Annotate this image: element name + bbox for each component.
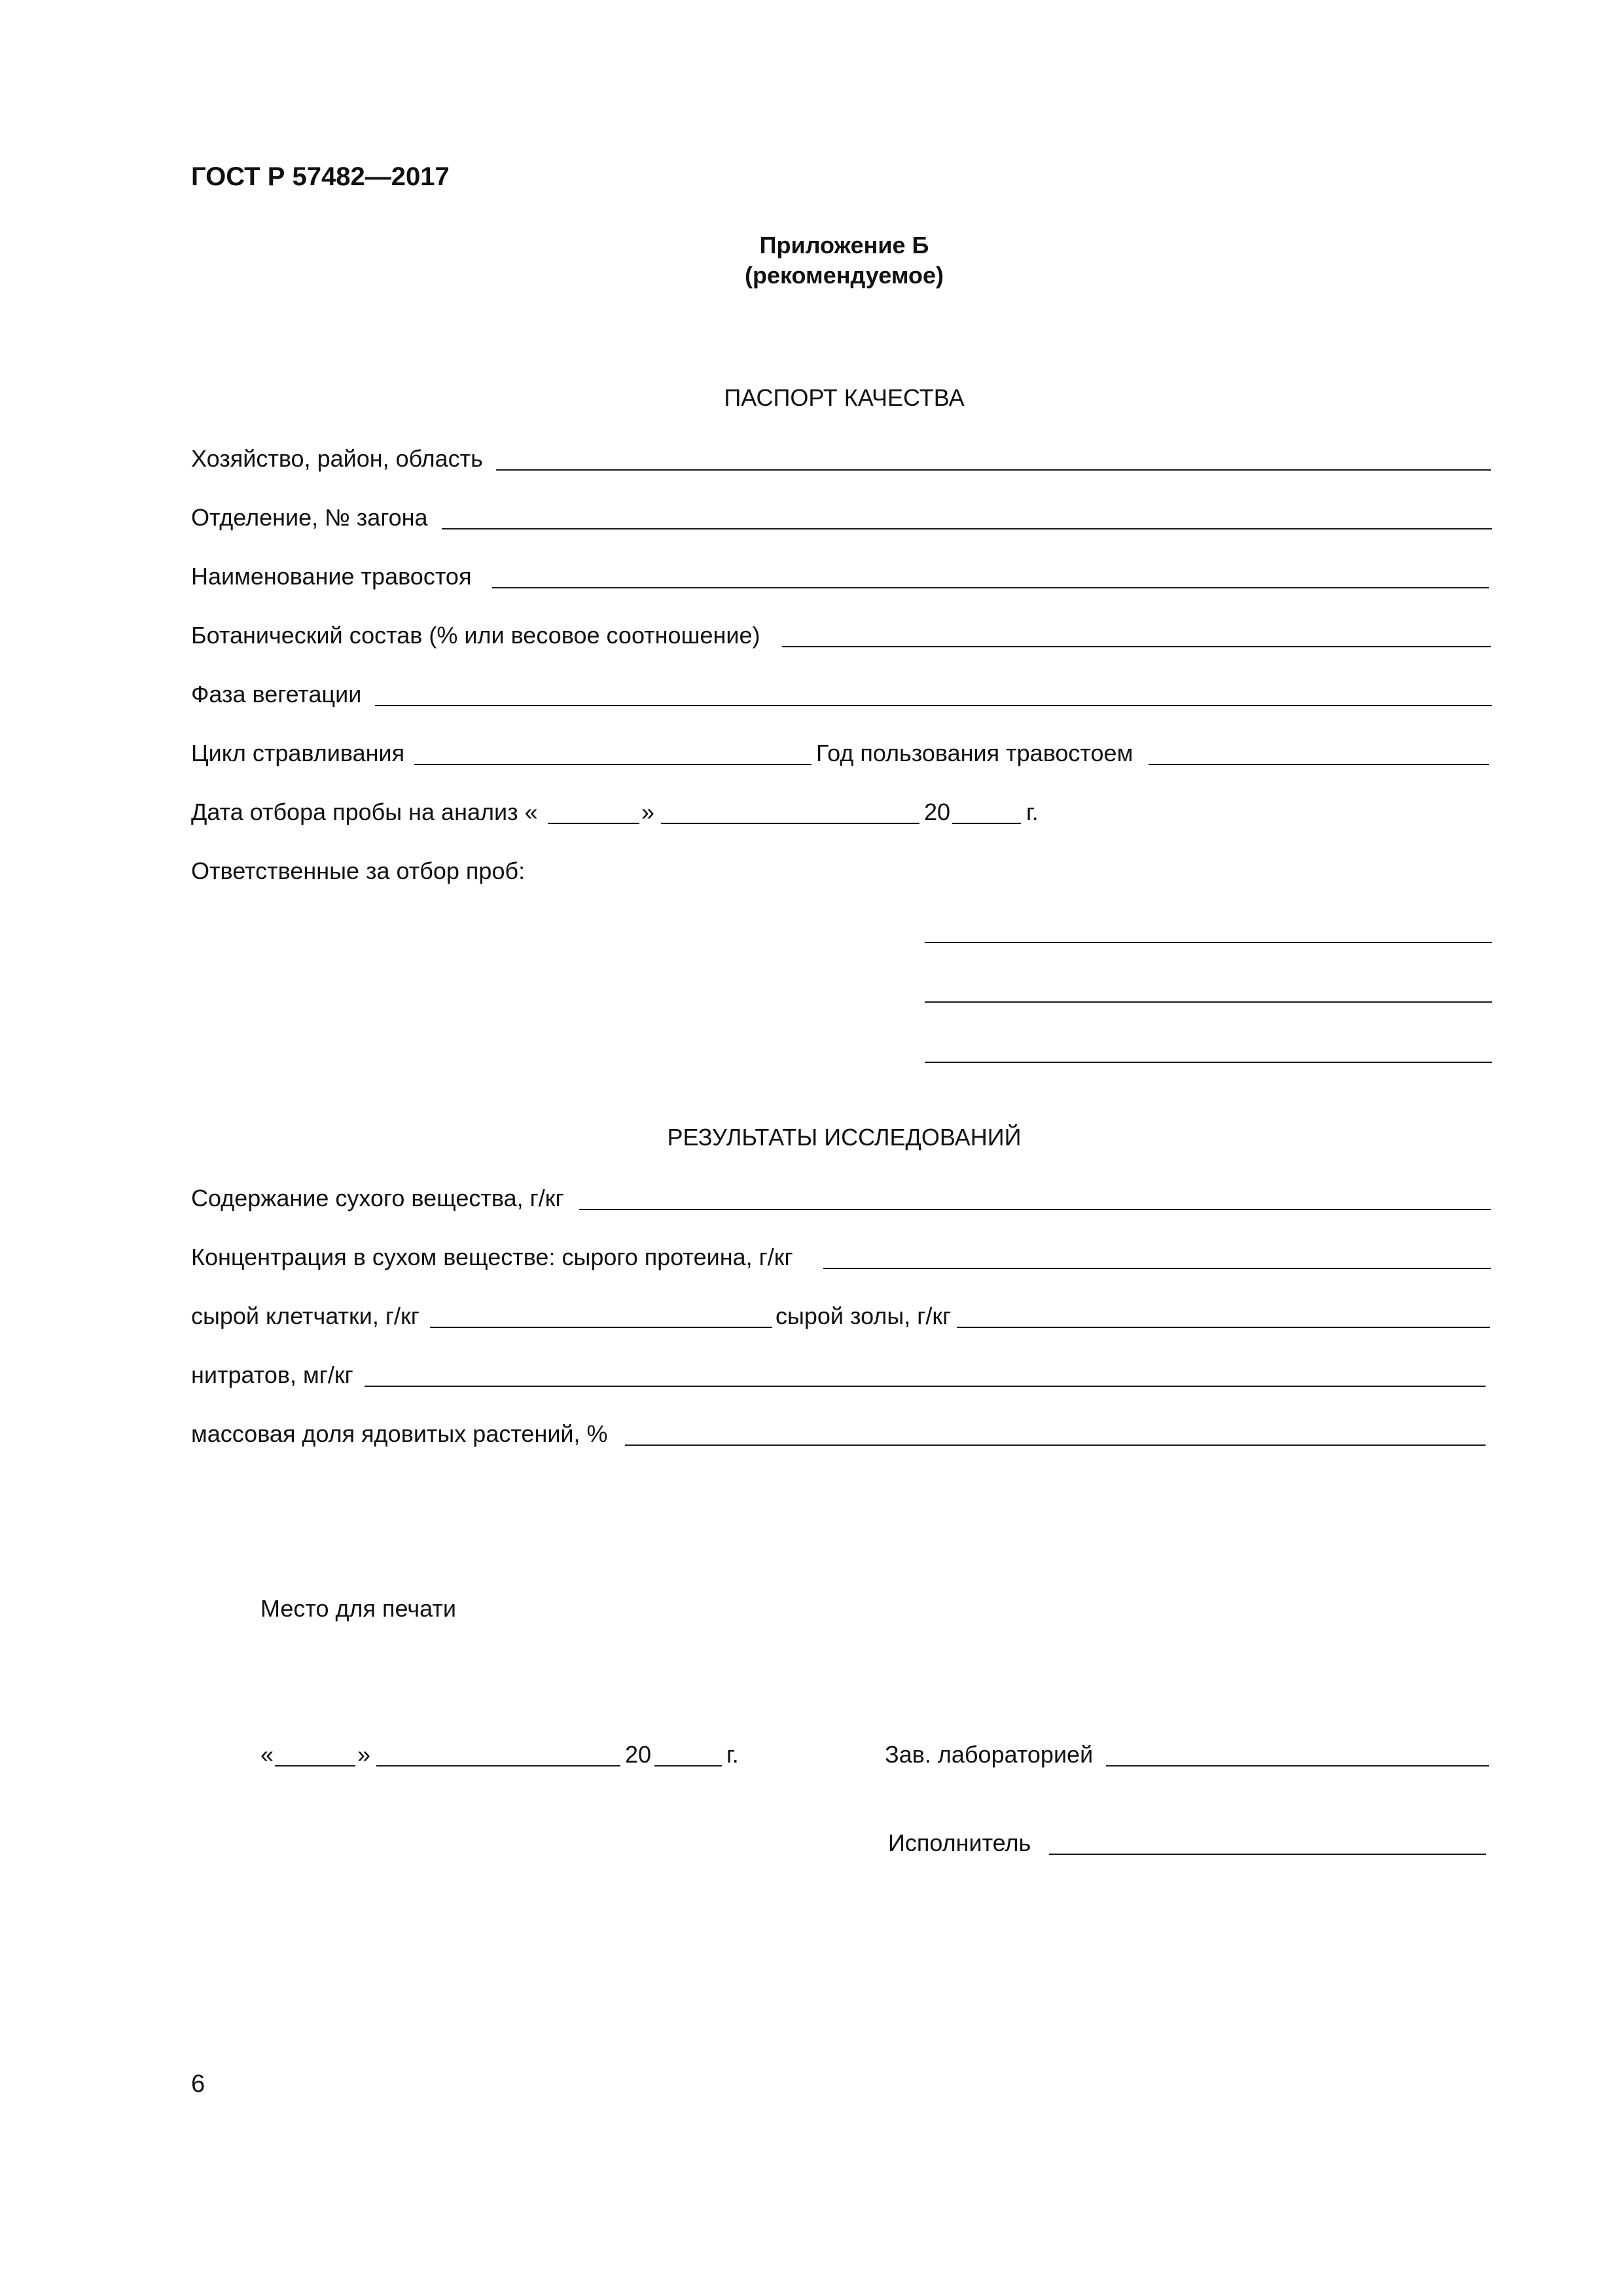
sample-date-suffix: г. bbox=[1026, 798, 1039, 825]
executor-signature-field[interactable] bbox=[1049, 1854, 1486, 1855]
responsible-field-2[interactable] bbox=[925, 1001, 1492, 1003]
lab-head-label: Зав. лабораторией bbox=[885, 1741, 1094, 1768]
poisonous-label: массовая доля ядовитых растений, % bbox=[191, 1420, 608, 1447]
standard-number: ГОСТ Р 57482—2017 bbox=[191, 162, 450, 191]
farm-label: Хозяйство, район, область bbox=[191, 445, 483, 472]
crude-ash-field[interactable] bbox=[957, 1327, 1490, 1328]
lab-head-signature-field[interactable] bbox=[1106, 1765, 1489, 1767]
crude-fiber-field[interactable] bbox=[430, 1327, 772, 1328]
footer-month-field[interactable] bbox=[376, 1765, 620, 1767]
nitrates-label: нитратов, мг/кг bbox=[191, 1361, 353, 1388]
stamp-place-label: Место для печати bbox=[260, 1595, 456, 1622]
footer-date-year-prefix: 20 bbox=[625, 1741, 652, 1768]
footer-year-field[interactable] bbox=[654, 1765, 722, 1767]
sample-day-field[interactable] bbox=[548, 823, 639, 824]
nitrates-field[interactable] bbox=[365, 1386, 1486, 1387]
appendix-title: Приложение Б bbox=[759, 232, 929, 259]
botanical-field[interactable] bbox=[782, 646, 1491, 647]
sample-date-year-prefix: 20 bbox=[924, 798, 951, 825]
stand-name-field[interactable] bbox=[492, 587, 1489, 588]
sample-date-label: Дата отбора пробы на анализ « bbox=[191, 798, 538, 825]
sample-month-field[interactable] bbox=[661, 823, 919, 824]
footer-date-close: » bbox=[357, 1741, 371, 1768]
crude-fiber-label: сырой клетчатки, г/кг bbox=[191, 1302, 419, 1329]
farm-field[interactable] bbox=[496, 469, 1491, 471]
appendix-status: (рекомендуемое) bbox=[745, 262, 944, 289]
responsible-label: Ответственные за отбор проб: bbox=[191, 857, 526, 884]
sample-date-quote-close: » bbox=[641, 798, 655, 825]
dry-matter-field[interactable] bbox=[579, 1209, 1491, 1210]
phase-label: Фаза вегетации bbox=[191, 681, 362, 708]
footer-date-open: « bbox=[260, 1741, 274, 1768]
phase-field[interactable] bbox=[375, 705, 1492, 706]
footer-date-suffix: г. bbox=[726, 1741, 739, 1768]
year-of-use-label: Год пользования травостоем bbox=[816, 740, 1133, 766]
stand-name-label: Наименование травостоя bbox=[191, 563, 472, 590]
crude-ash-label: сырой золы, г/кг bbox=[776, 1302, 952, 1329]
responsible-field-1[interactable] bbox=[925, 942, 1492, 943]
dry-matter-label: Содержание сухого вещества, г/кг bbox=[191, 1185, 564, 1211]
year-of-use-field[interactable] bbox=[1149, 764, 1489, 765]
poisonous-field[interactable] bbox=[625, 1444, 1486, 1446]
executor-label: Исполнитель bbox=[888, 1829, 1031, 1856]
division-field[interactable] bbox=[442, 528, 1492, 529]
crude-protein-label: Концентрация в сухом веществе: сырого протеина, г/кг bbox=[191, 1244, 793, 1270]
crude-protein-field[interactable] bbox=[823, 1268, 1491, 1269]
responsible-field-3[interactable] bbox=[925, 1062, 1492, 1063]
division-label: Отделение, № загона bbox=[191, 504, 428, 531]
botanical-label: Ботанический состав (% или весовое соотношение) bbox=[191, 622, 760, 649]
footer-day-field[interactable] bbox=[275, 1765, 355, 1767]
results-title: РЕЗУЛЬТАТЫ ИССЛЕДОВАНИЙ bbox=[667, 1124, 1022, 1151]
sample-year-field[interactable] bbox=[952, 823, 1021, 824]
passport-title: ПАСПОРТ КАЧЕСТВА bbox=[724, 384, 965, 411]
page-number: 6 bbox=[191, 2070, 205, 2098]
cycle-label: Цикл стравливания bbox=[191, 740, 405, 766]
cycle-field[interactable] bbox=[414, 764, 812, 765]
